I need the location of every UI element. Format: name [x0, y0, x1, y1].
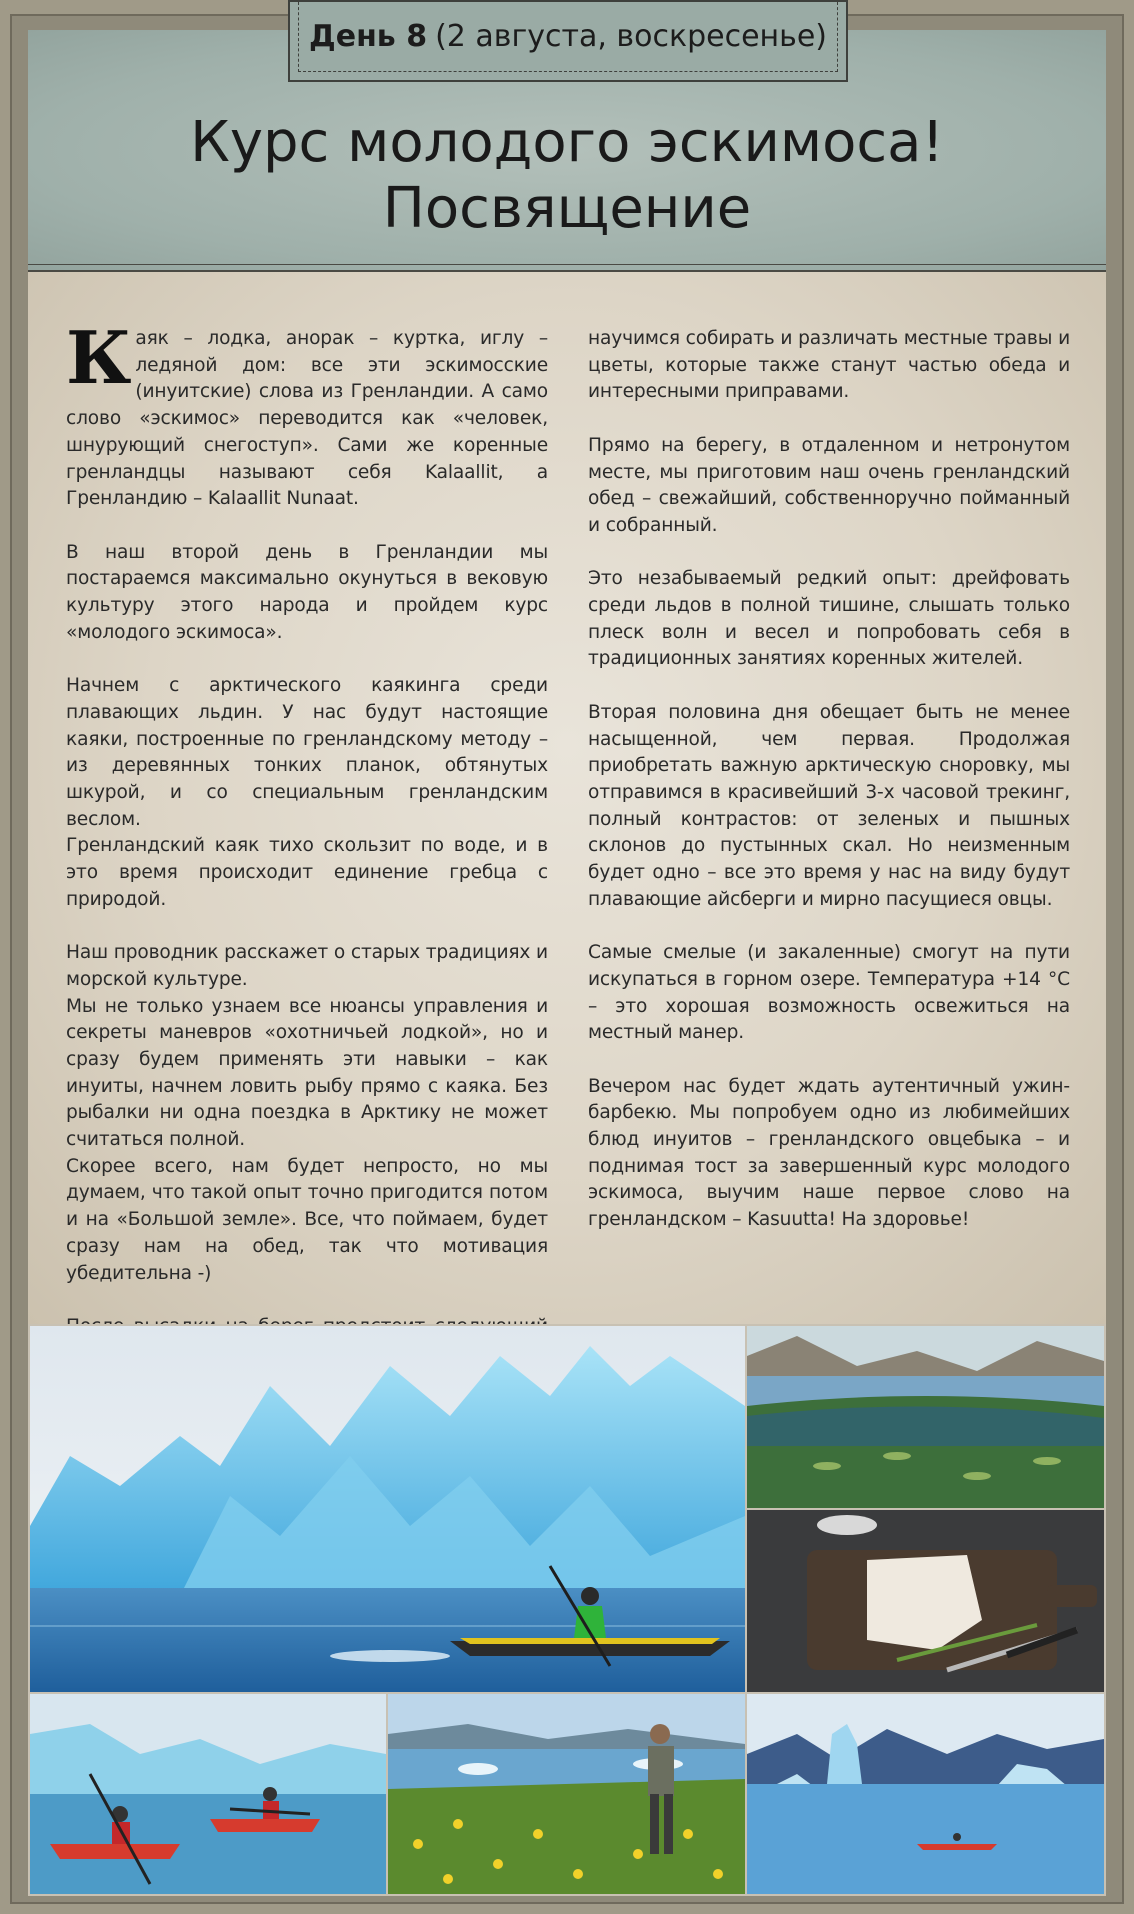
photo-iceberg-kayak [30, 1326, 745, 1692]
article-column-left [66, 315, 548, 1421]
paragraph: Скорее всего, нам будет непросто, но мы думаем, что такой опыт точно пригодится потом и на «Большой земле». Все, что поймаем, будет сразу нам на обед, так что мотивация убедительна -) [66, 1155, 548, 1284]
page-title [28, 110, 1106, 242]
day-number: День 8 [309, 19, 428, 54]
title-line-1: Курс молодого эскимоса! [190, 110, 944, 175]
drop-cap: К [66, 315, 132, 400]
day-label [298, 2, 838, 72]
article-column-right [588, 326, 1070, 1261]
paragraph: Гренландский каяк тихо скользит по воде, и в это время происходит единение гребца с природой. [66, 835, 548, 910]
paragraph: Вечером нас будет ждать аутентичный ужин-барбекю. Мы попробуем одно из любимейших блюд инуитов – гренландского овцебыка – и поднимая тост за завершенный курс молодого эскимоса, выучим наше первое слово на гренландском – Kasuutta! На здоровье! [588, 1075, 1070, 1231]
paragraph: научимся собирать и различать местные травы и цветы, которые также станут частью обеда и интересными приправами. [588, 328, 1070, 403]
photo-fjord-icebergs [747, 1694, 1104, 1894]
paragraph: Начнем с арктического каякинга среди плавающих льдин. У нас будут настоящие каяки, построенные по гренландскому методу – из деревянных тонких планок, обтянутых шкурой, и со специальным гренландским веслом. [66, 675, 548, 830]
paragraph: Вторая половина дня обещает быть не менее насыщенной, чем первая. Продолжая приобретать важную арктическую сноровку, мы отправимся в красивейший 3-х часовой трекинг, полный контрастов: от зеленых и пышных склонов до пустынных скал. Но неизменным будет одно – все это время у нас на виду будут плавающие айсберги и мирно пасущиеся овцы. [588, 701, 1070, 910]
paragraph: Мы не только узнаем все нюансы управления и секреты маневров «охотничьей лодкой», но и сразу будем применять эти навыки – как инуиты, начнем ловить рыбу прямо с каяка. Без рыбалки ни одна поездка в Арктику не может считаться полной. [66, 995, 548, 1151]
paragraph: Наш проводник расскажет о старых традициях и морской культуре. [66, 942, 548, 990]
article-body [28, 272, 1106, 1324]
day-date: (2 августа, воскресенье) [435, 19, 827, 54]
paragraph: Прямо на берегу, в отдаленном и нетронутом месте, мы приготовим наш очень гренландский обед – свежайший, собственноручно пойманный и собранный. [588, 434, 1070, 536]
photo-fish-board [747, 1510, 1104, 1692]
page [28, 30, 1106, 1896]
paragraph: Это незабываемый редкий опыт: дрейфовать среди льдов в полной тишине, слышать только плеск волн и весел и попробовать себя в традиционных занятиях коренных жителей. [588, 568, 1070, 670]
photo-fjord-fish [747, 1326, 1104, 1508]
title-line-2: Посвящение [382, 176, 752, 241]
photo-collage [28, 1324, 1106, 1896]
paragraph: Каяк – лодка, анорак – куртка, иглу – ледяной дом: все эти эскимосские (инуитские) слова из Гренландии. А само слово «эскимос» переводится как «человек, шнурующий снегоступ». Сами же коренные гренландцы называют себя Kalaallit, а Гренландию – Kalaallit Nunaat. [66, 315, 548, 510]
photo-hiker-flowers [388, 1694, 745, 1894]
day-tab [288, 0, 848, 82]
photo-two-kayakers [30, 1694, 386, 1894]
paragraph: В наш второй день в Гренландии мы постараемся максимально окунуться в вековую культуру этого народа и пройдем курс «молодого эскимоса». [66, 541, 548, 643]
header-divider [28, 264, 1106, 265]
paragraph: Самые смелые (и закаленные) смогут на пути искупаться в горном озере. Температура +14 °С – это хорошая возможность освежиться на местный манер. [588, 942, 1070, 1044]
